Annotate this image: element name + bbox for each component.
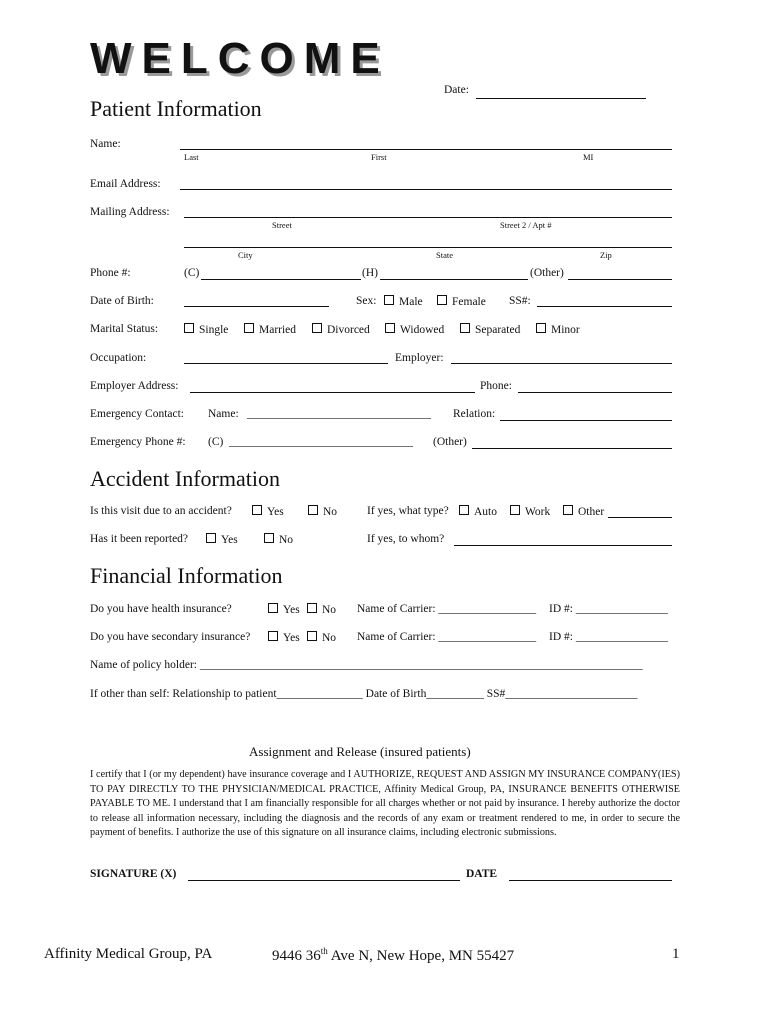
whom-field[interactable]	[454, 545, 672, 546]
health-yes-label: Yes	[283, 604, 300, 616]
date-label: Date:	[444, 84, 469, 96]
policy-holder-field[interactable]: Name of policy holder: _____________________________________________________________________________	[90, 659, 643, 671]
marital-single-option[interactable]	[184, 323, 228, 336]
employer-address-label: Employer Address:	[90, 380, 179, 392]
minor-checkbox[interactable]	[536, 323, 546, 333]
occupation-field[interactable]	[184, 363, 388, 364]
address-suffix: th	[320, 946, 328, 956]
single-label: Single	[199, 324, 229, 336]
single-checkbox[interactable]	[184, 323, 194, 333]
secondary-no-option[interactable]	[307, 631, 336, 644]
type-auto-option[interactable]	[459, 505, 497, 518]
type-other-option[interactable]	[563, 505, 604, 518]
zip-caption: Zip	[600, 250, 612, 260]
female-checkbox[interactable]	[437, 295, 447, 305]
city-state-zip-field[interactable]	[184, 247, 672, 248]
divorced-label: Divorced	[327, 324, 370, 336]
page-number: 1	[672, 946, 680, 962]
ep-c-label: (C)	[208, 436, 224, 448]
marital-separated-option[interactable]	[460, 323, 520, 336]
work-label: Work	[525, 506, 551, 518]
sex-male-option[interactable]	[384, 295, 423, 308]
other-than-self-field[interactable]: If other than self: Relationship to patient_______________ Date of Birth__________ SS#_______________________	[90, 688, 638, 700]
street2-caption: Street 2 / Apt #	[500, 220, 552, 230]
reported-question: Has it been reported?	[90, 533, 189, 545]
reported-no-label: No	[279, 534, 294, 546]
sex-female-option[interactable]	[437, 295, 486, 308]
auto-checkbox[interactable]	[459, 505, 469, 515]
name-label: Name:	[90, 138, 121, 150]
secondary-no-checkbox[interactable]	[307, 631, 317, 641]
ep-c-field[interactable]: ________________________________	[229, 436, 413, 448]
health-no-option[interactable]	[307, 603, 336, 616]
ss-label: SS#:	[509, 295, 531, 307]
health-no-label: No	[322, 604, 337, 616]
secondary-no-label: No	[322, 632, 337, 644]
signature-field[interactable]	[188, 880, 460, 881]
married-label: Married	[259, 324, 297, 336]
phone-h-label: (H)	[362, 267, 378, 279]
accident-no-label: No	[323, 506, 338, 518]
street-caption: Street	[272, 220, 292, 230]
other-label: Other	[578, 506, 605, 518]
patient-info-heading: Patient Information	[90, 96, 262, 121]
other-checkbox[interactable]	[563, 505, 573, 515]
employer-field[interactable]	[451, 363, 672, 364]
carrier2-field[interactable]: Name of Carrier: _________________	[357, 631, 537, 643]
footer-address	[272, 946, 514, 965]
signature-label: SIGNATURE (X)	[90, 868, 177, 880]
email-field[interactable]	[180, 189, 672, 190]
dob-label: Date of Birth:	[90, 295, 154, 307]
marital-status-label: Marital Status:	[90, 323, 159, 335]
assignment-heading: Assignment and Release (insured patients)	[249, 744, 471, 759]
female-label: Female	[452, 296, 486, 308]
name-field[interactable]	[180, 149, 672, 150]
state-caption: State	[436, 250, 453, 260]
phone-c-field[interactable]	[201, 279, 361, 280]
relation-label: Relation:	[453, 408, 496, 420]
accident-no-option[interactable]	[308, 505, 337, 518]
street-field[interactable]	[184, 217, 672, 218]
ep-other-field[interactable]	[472, 448, 672, 449]
type-work-option[interactable]	[510, 505, 550, 518]
employer-phone-label: Phone:	[480, 380, 512, 392]
dob-field[interactable]	[184, 306, 329, 307]
employer-label: Employer:	[395, 352, 444, 364]
phone-label: Phone #:	[90, 267, 131, 279]
secondary-yes-option[interactable]	[268, 631, 300, 644]
accident-no-checkbox[interactable]	[308, 505, 318, 515]
employer-address-field[interactable]	[190, 392, 475, 393]
first-caption: First	[371, 152, 387, 162]
address-rest: Ave N, New Hope, MN 55427	[327, 948, 515, 964]
male-label: Male	[399, 296, 423, 308]
married-checkbox[interactable]	[244, 323, 254, 333]
male-checkbox[interactable]	[384, 295, 394, 305]
divorced-checkbox[interactable]	[312, 323, 322, 333]
accident-yes-option[interactable]	[252, 505, 284, 518]
phone-other-label: (Other)	[530, 267, 564, 279]
health-no-checkbox[interactable]	[307, 603, 317, 613]
phone-other-field[interactable]	[568, 279, 672, 280]
reported-yes-label: Yes	[221, 534, 238, 546]
phone-h-field[interactable]	[380, 279, 528, 280]
accident-type-question: If yes, what type?	[367, 505, 449, 517]
marital-minor-option[interactable]	[536, 323, 580, 336]
last-caption: Last	[184, 152, 199, 162]
reported-yes-checkbox[interactable]	[206, 533, 216, 543]
relation-field[interactable]	[500, 420, 672, 421]
email-label: Email Address:	[90, 178, 161, 190]
ec-name-field[interactable]: ________________________________	[247, 408, 431, 420]
secondary-yes-checkbox[interactable]	[268, 631, 278, 641]
sex-label: Sex:	[356, 295, 377, 307]
separated-label: Separated	[475, 324, 521, 336]
financial-info-heading: Financial Information	[90, 563, 283, 588]
reported-no-option[interactable]	[264, 533, 293, 546]
emergency-phone-label: Emergency Phone #:	[90, 436, 186, 448]
marital-divorced-option[interactable]	[312, 323, 370, 336]
date-field[interactable]	[476, 98, 646, 99]
ss-field[interactable]	[537, 306, 672, 307]
phone-c-label: (C)	[184, 267, 200, 279]
work-checkbox[interactable]	[510, 505, 520, 515]
accident-yes-label: Yes	[267, 506, 284, 518]
widowed-checkbox[interactable]	[385, 323, 395, 333]
accident-yes-checkbox[interactable]	[252, 505, 262, 515]
health-insurance-question: Do you have health insurance?	[90, 603, 232, 615]
accident-info-heading: Accident Information	[90, 466, 280, 491]
welcome-title: WELCOME	[90, 34, 390, 83]
city-caption: City	[238, 250, 253, 260]
marital-married-option[interactable]	[244, 323, 296, 336]
carrier1-field[interactable]: Name of Carrier: _________________	[357, 603, 537, 615]
separated-checkbox[interactable]	[460, 323, 470, 333]
footer-practice-name: Affinity Medical Group, PA	[44, 946, 213, 962]
whom-question: If yes, to whom?	[367, 533, 445, 545]
signature-date-label: DATE	[466, 868, 498, 880]
minor-label: Minor	[551, 324, 580, 336]
ep-other-label: (Other)	[433, 436, 467, 448]
mailing-address-label: Mailing Address:	[90, 206, 170, 218]
id1-field[interactable]: ID #: ________________	[549, 603, 668, 615]
mi-caption: MI	[583, 152, 594, 162]
emergency-contact-label: Emergency Contact:	[90, 408, 184, 420]
id2-field[interactable]: ID #: ________________	[549, 631, 668, 643]
secondary-yes-label: Yes	[283, 632, 300, 644]
secondary-insurance-question: Do you have secondary insurance?	[90, 631, 251, 643]
health-yes-option[interactable]	[268, 603, 300, 616]
assignment-text: I certify that I (or my dependent) have insurance coverage and I AUTHORIZE, REQUEST AND ASSIGN MY INSURANCE COMPANY(IES) TO PAY DIRECTLY TO THE PHYSICIAN/MEDICAL PRACTICE, Affinity Medical Group, PA, INSURANCE BENEFITS OTHERWISE PAYABLE TO ME. I understand that I am financially responsible for all charges whether or not paid by insurance. I hereby authorize the doctor to release all information necessary, including the diagnosis and the records of any exam or treatment rendered to me, in order to secure the payment of benefits. I authorize the use of this signature on all insurance claims, including electronic submissions.	[90, 769, 680, 838]
widowed-label: Widowed	[400, 324, 445, 336]
accident-question: Is this visit due to an accident?	[90, 505, 232, 517]
reported-no-checkbox[interactable]	[264, 533, 274, 543]
health-yes-checkbox[interactable]	[268, 603, 278, 613]
reported-yes-option[interactable]	[206, 533, 238, 546]
auto-label: Auto	[474, 506, 497, 518]
ec-name-label: Name:	[208, 408, 239, 420]
employer-phone-field[interactable]	[518, 392, 672, 393]
occupation-label: Occupation:	[90, 352, 147, 364]
address-number: 9446 36	[272, 948, 321, 964]
signature-date-field[interactable]	[509, 880, 672, 881]
type-other-field[interactable]	[608, 517, 672, 518]
marital-widowed-option[interactable]	[385, 323, 444, 336]
